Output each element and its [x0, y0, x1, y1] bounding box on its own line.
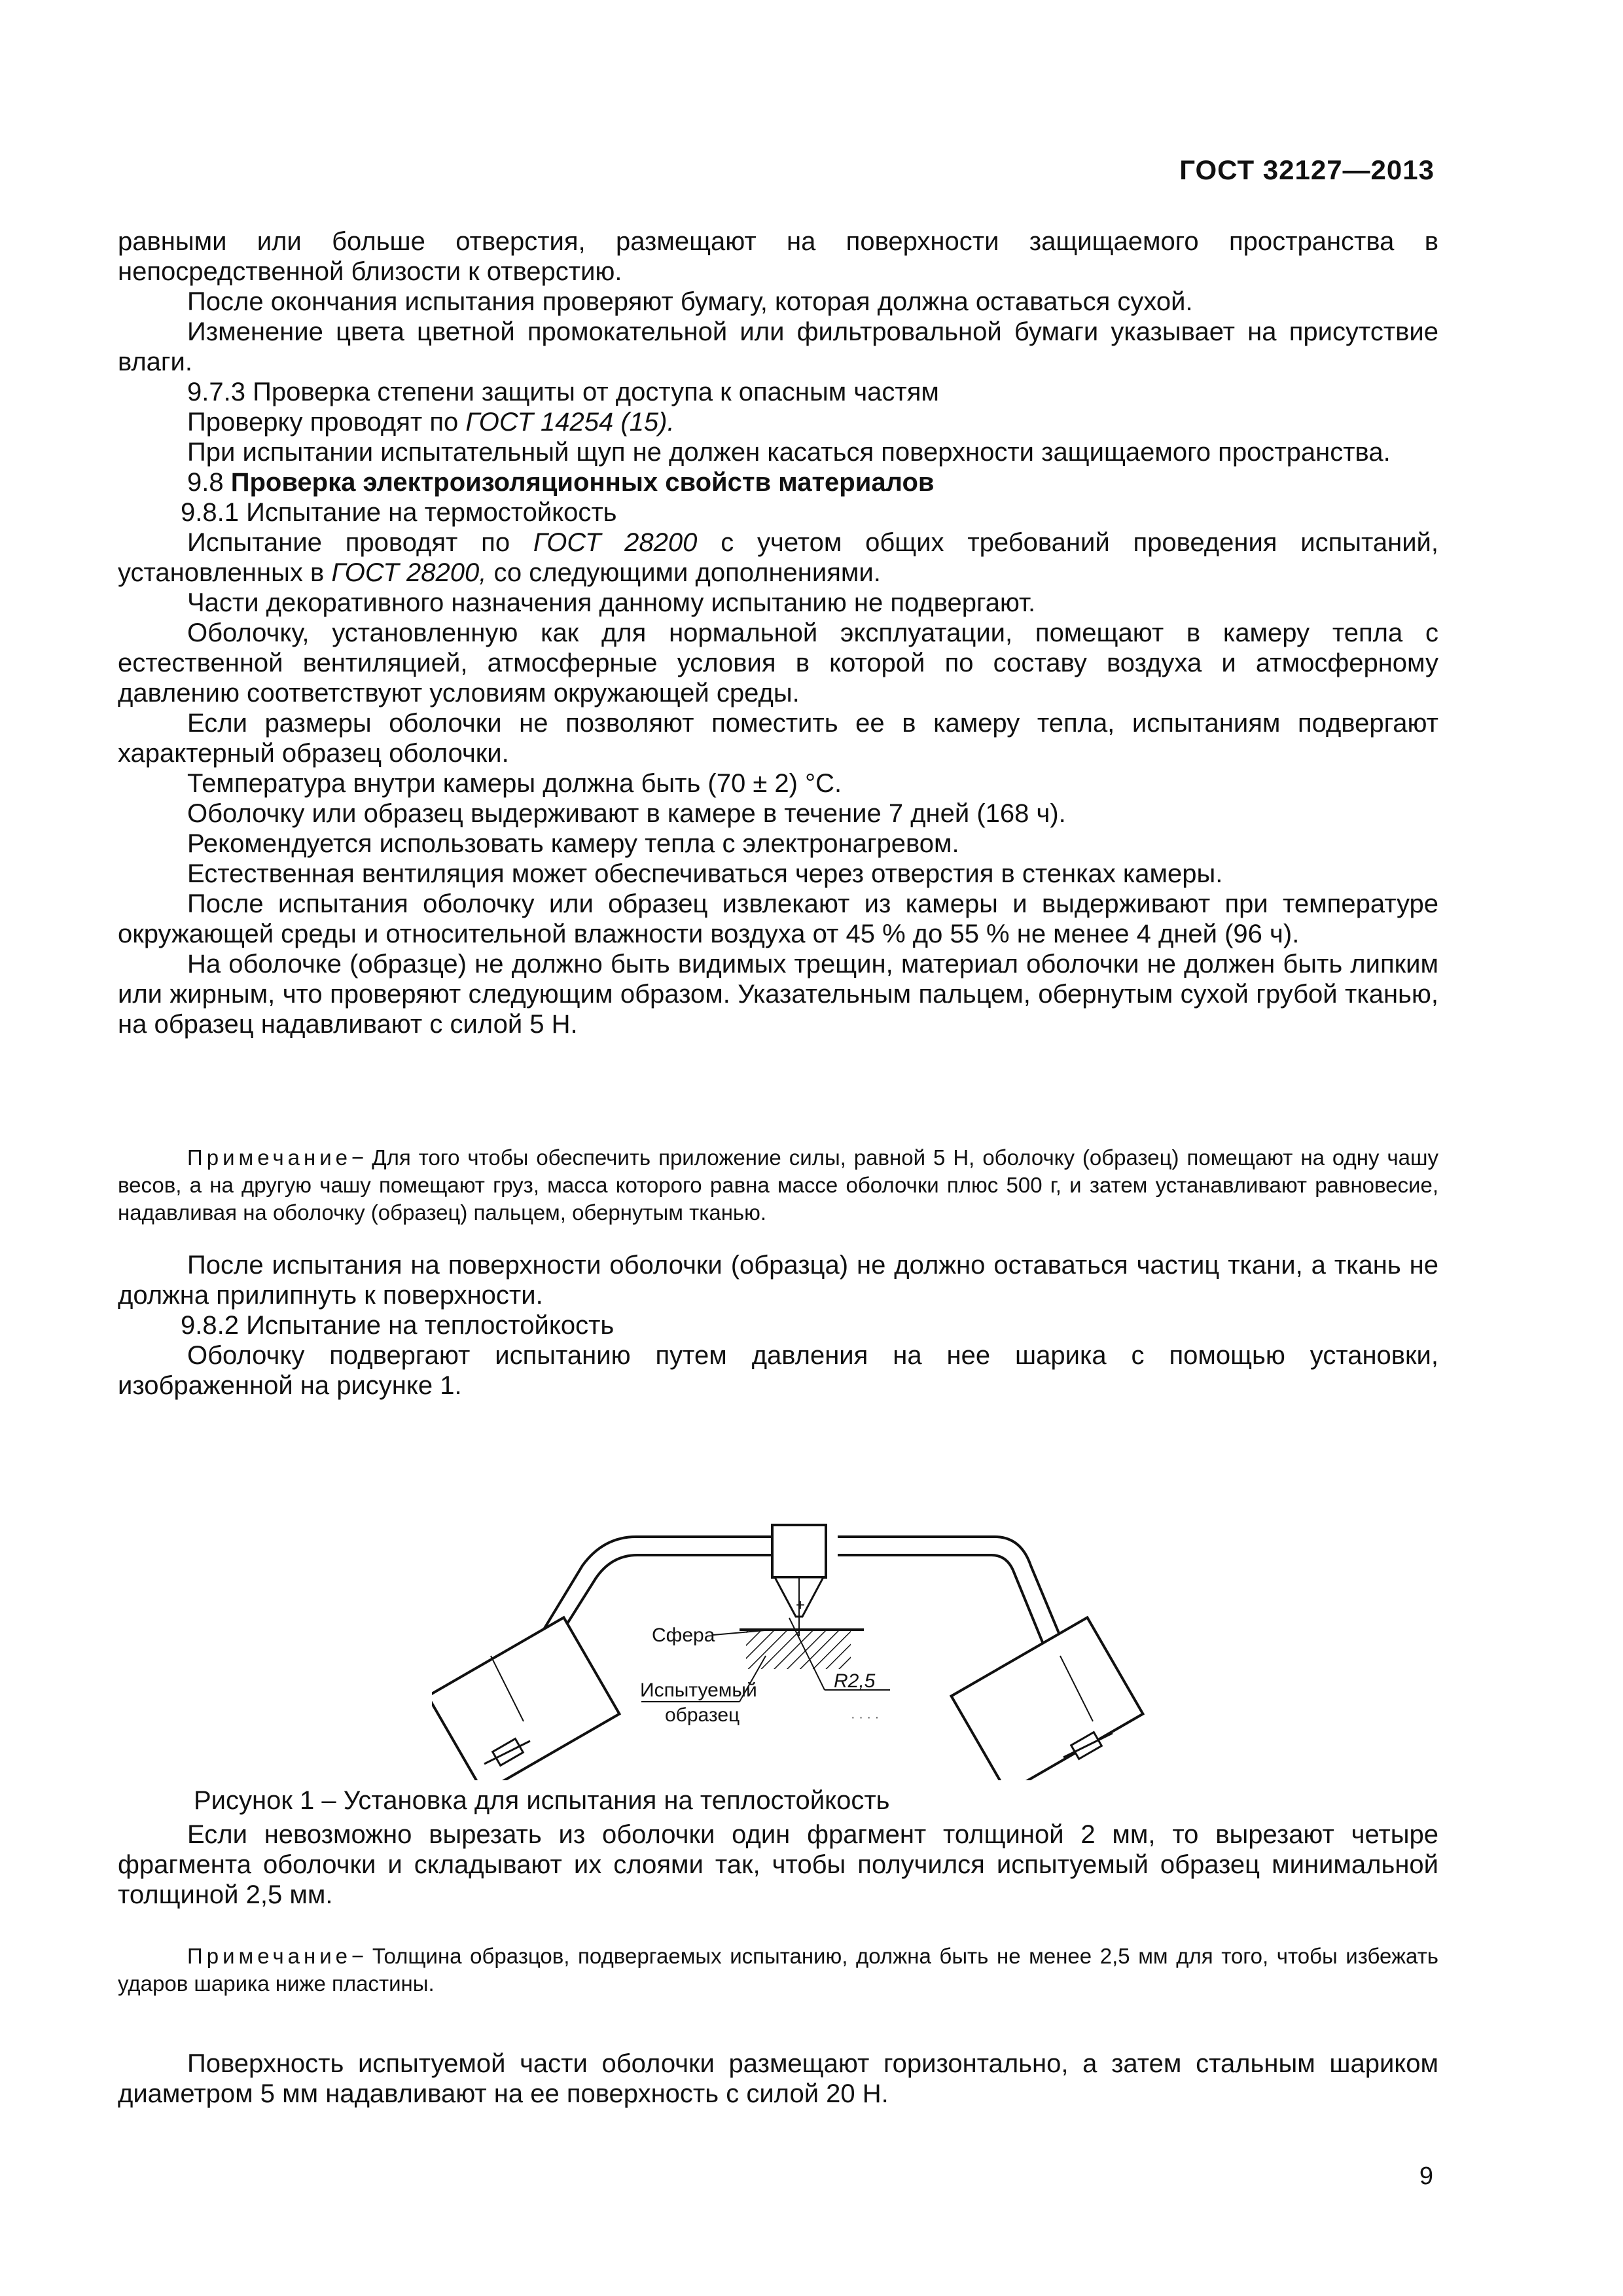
text-block-2: [118, 1250, 1438, 1401]
standard-reference: ГОСТ 28200,: [331, 558, 487, 587]
left-support-block: [432, 1617, 619, 1780]
text-block-3: [118, 1820, 1438, 1910]
paragraph: После окончания испытания проверяют бумагу, которая должна оставаться сухой.: [187, 287, 1193, 316]
note: [118, 1943, 1438, 1998]
label-specimen-line1: Испытуемый: [640, 1679, 757, 1701]
paragraph: Испытание проводят по ГОСТ 28200 с учетом общих требований проведения испытаний, установленных в ГОСТ 28200, со следующими дополнениями.: [118, 528, 1439, 587]
note-block-1: [118, 1144, 1438, 1227]
svg-text:· · · ·: · · · ·: [851, 1710, 880, 1725]
paragraph: Поверхность испытуемой части оболочки размещают горизонтально, а затем стальным шариком диаметром 5 мм надавливают на ее поверхность с силой 20 Н.: [118, 2049, 1438, 2108]
paragraph: При испытании испытательный щуп не должен касаться поверхности защищаемого пространства.: [187, 438, 1391, 467]
paragraph: Если размеры оболочки не позволяют поместить ее в камеру тепла, испытаниям подвергают характерный образец оболочки.: [118, 709, 1438, 768]
paragraph: После испытания на поверхности оболочки (образца) не должно оставаться частиц ткани, а ткань не должна прилипнуть к поверхности.: [118, 1251, 1438, 1310]
note: [118, 1144, 1438, 1227]
text-block-1: [118, 226, 1438, 1039]
paragraph: На оболочке (образце) не должно быть видимых трещин, материал оболочки не должен быть липким или жирным, что проверяют следующим образом. Указательным пальцем, обернутым сухой грубой тканью, на образец надавливают с силой 5 Н.: [118, 950, 1438, 1039]
paragraph: Если невозможно вырезать из оболочки один фрагмент толщиной 2 мм, то вырезают четыре фрагмента оболочки и складывают их слоями так, чтобы получился испытуемый образец минимальной толщиной 2,5 мм.: [118, 1820, 1438, 1909]
paragraph: Оболочку или образец выдерживают в камере в течение 7 дней (168 ч).: [187, 799, 1066, 828]
paragraph: После испытания оболочку или образец извлекают из камеры и выдерживают при температуре окружающей среды и относительной влажности воздуха от 45 % до 55 % не менее 4 дней (96 ч).: [118, 889, 1438, 948]
label-specimen-line2: образец: [665, 1704, 740, 1726]
note-text: − Для того чтобы обеспечить приложение силы, равной 5 Н, оболочку (образец) помещают на одну чашу весов, а на другую чашу помещают груз, масса которого равна массе оболочки плюс 500 г, и затем устанавливают равновесие, надавливая на оболочку (образец) пальцем, обернутым тканью.: [118, 1145, 1438, 1225]
text-block-4: [118, 2049, 1438, 2109]
right-support-block: [952, 1617, 1143, 1780]
test-apparatus-figure: [432, 1505, 1191, 1780]
note-label: Примечание: [187, 1145, 352, 1170]
load-head: [772, 1525, 826, 1636]
subsection-heading: 9.8.1 Испытание на термостойкость: [181, 498, 617, 527]
paragraph: Оболочку, установленную как для нормальной эксплуатации, помещают в камеру тепла с естественной вентиляцией, атмосферные условия в которой по составу воздуха и атмосферному давлению соответствуют условиям окружающей среды.: [118, 619, 1438, 708]
subsection-heading: 9.8.2 Испытание на теплостойкость: [181, 1311, 615, 1340]
paragraph: Оболочку подвергают испытанию путем давления на нее шарика с помощью установки, изображенной на рисунке 1.: [118, 1341, 1438, 1400]
note-text: − Толщина образцов, подвергаемых испытанию, должна быть не менее 2,5 мм для того, чтобы избежать ударов шарика ниже пластины.: [118, 1944, 1438, 1996]
paragraph: Температура внутри камеры должна быть (70 ± 2) °С.: [187, 769, 842, 798]
label-sphere: Сфера: [652, 1624, 715, 1646]
section-heading: 9.8 Проверка электроизоляционных свойств материалов: [187, 468, 935, 497]
document-header: ГОСТ 32127—2013: [1179, 154, 1435, 185]
paragraph: Части декоративного назначения данному испытанию не подвергают.: [187, 588, 1036, 617]
paragraph: Естественная вентиляция может обеспечиваться через отверстия в стенках камеры.: [187, 859, 1223, 888]
standard-reference: ГОСТ 14254 (15).: [465, 408, 675, 437]
paragraph: Проверку проводят по ГОСТ 14254 (15).: [187, 408, 675, 437]
figure-caption: Рисунок 1 – Установка для испытания на теплостойкость: [194, 1786, 890, 1815]
paragraph: Рекомендуется использовать камеру тепла с электронагревом.: [187, 829, 959, 858]
note-label: Примечание: [187, 1944, 352, 1968]
page-number: 9: [1419, 2162, 1433, 2190]
standard-reference: ГОСТ 28200: [533, 528, 698, 557]
paragraph: Изменение цвета цветной промокательной или фильтровальной бумаги указывает на присутствие влаги.: [118, 317, 1438, 376]
section-heading: 9.7.3 Проверка степени защиты от доступа к опасным частям: [187, 378, 939, 406]
paragraph: равными или больше отверстия, размещают на поверхности защищаемого пространства в непосредственной близости к отверстию.: [118, 227, 1438, 286]
note-block-2: [118, 1943, 1438, 1998]
label-radius: R2,5: [834, 1670, 876, 1692]
svg-text:+: +: [796, 1596, 806, 1614]
